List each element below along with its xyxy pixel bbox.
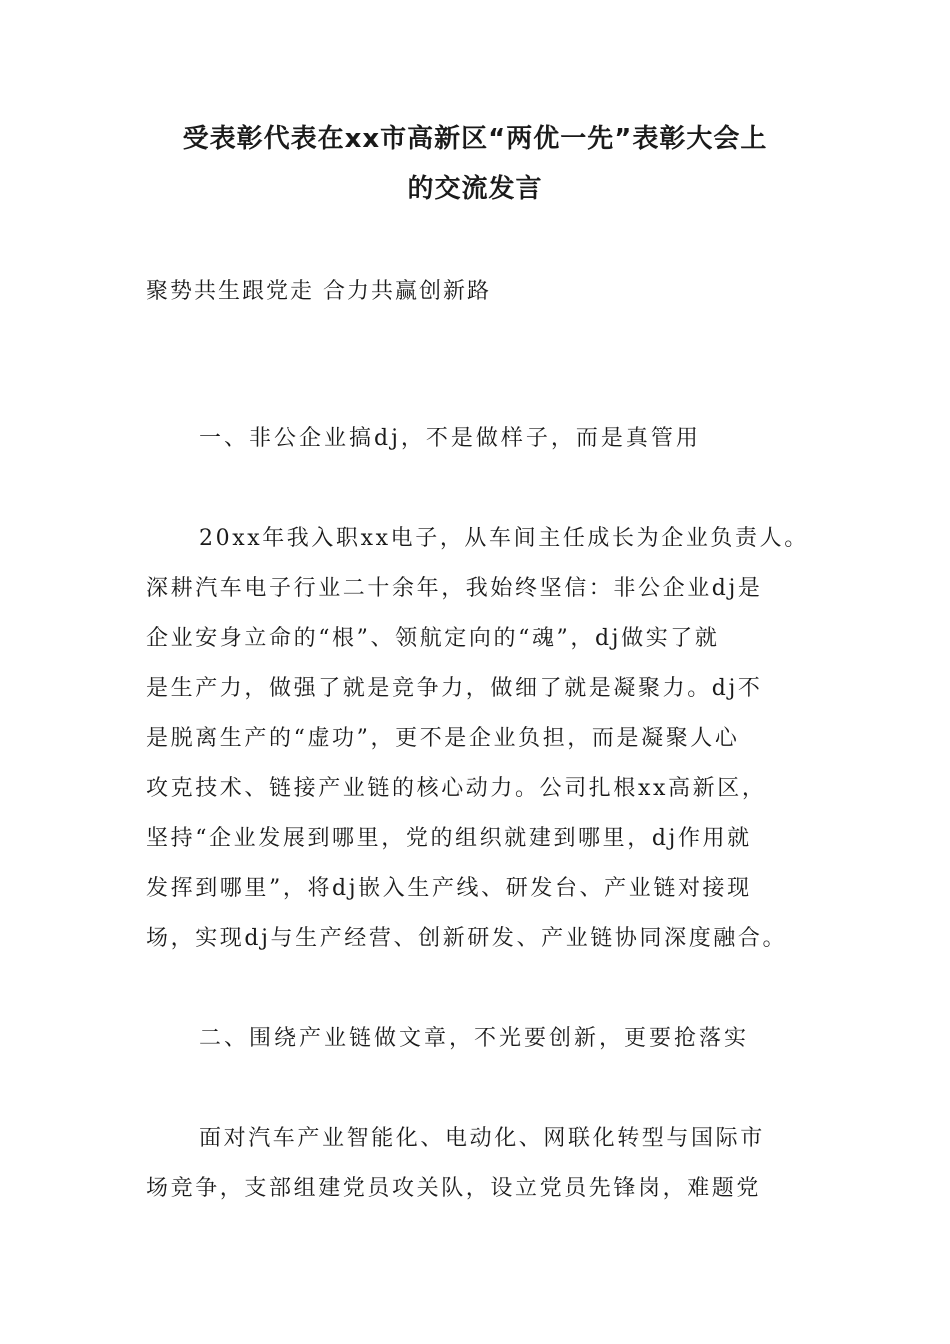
title-line-1: 受表彰代表在xx市高新区“两优一先”表彰大会上 [182,124,768,154]
document-subtitle: 聚势共生跟党走 合力共赢创新路 [146,279,491,304]
paragraph-line: 场竞争，支部组建党员攻关队，设立党员先锋岗，难题党 [146,1176,762,1201]
section-1-paragraph [146,514,846,964]
paragraph-line: 坚持“企业发展到哪里，党的组织就建到哪里，dj作用就 [146,826,752,851]
section-2-paragraph [146,1114,846,1214]
section-heading-2: 二、围绕产业链做文章，不光要创新，更要抢落实 [199,1026,750,1051]
paragraph-line: 深耕汽车电子行业二十余年，我始终坚信：非公企业dj是 [146,576,763,601]
section-heading-1: 一、非公企业搞dj，不是做样子，而是真管用 [199,426,701,451]
paragraph-line: 是生产力，做强了就是竞争力，做细了就是凝聚力。dj不 [146,676,763,701]
paragraph-line: 发挥到哪里”，将dj嵌入生产线、研发台、产业链对接现 [146,876,752,901]
title-line-2: 的交流发言 [407,174,543,204]
document-title [120,114,830,214]
paragraph-line: 是脱离生产的“虚功”，更不是企业负担，而是凝聚人心 [146,726,740,751]
paragraph-line: 攻克技术、链接产业链的核心动力。公司扎根xx高新区， [146,776,767,801]
paragraph-line: 面对汽车产业智能化、电动化、网联化转型与国际市 [199,1126,765,1151]
paragraph-line: 场，实现dj与生产经营、创新研发、产业链协同深度融合。 [146,926,788,951]
paragraph-line: 企业安身立命的“根”、领航定向的“魂”，dj做实了就 [146,626,720,651]
paragraph-line: 20xx年我入职xx电子，从车间主任成长为企业负责人。 [199,526,809,551]
